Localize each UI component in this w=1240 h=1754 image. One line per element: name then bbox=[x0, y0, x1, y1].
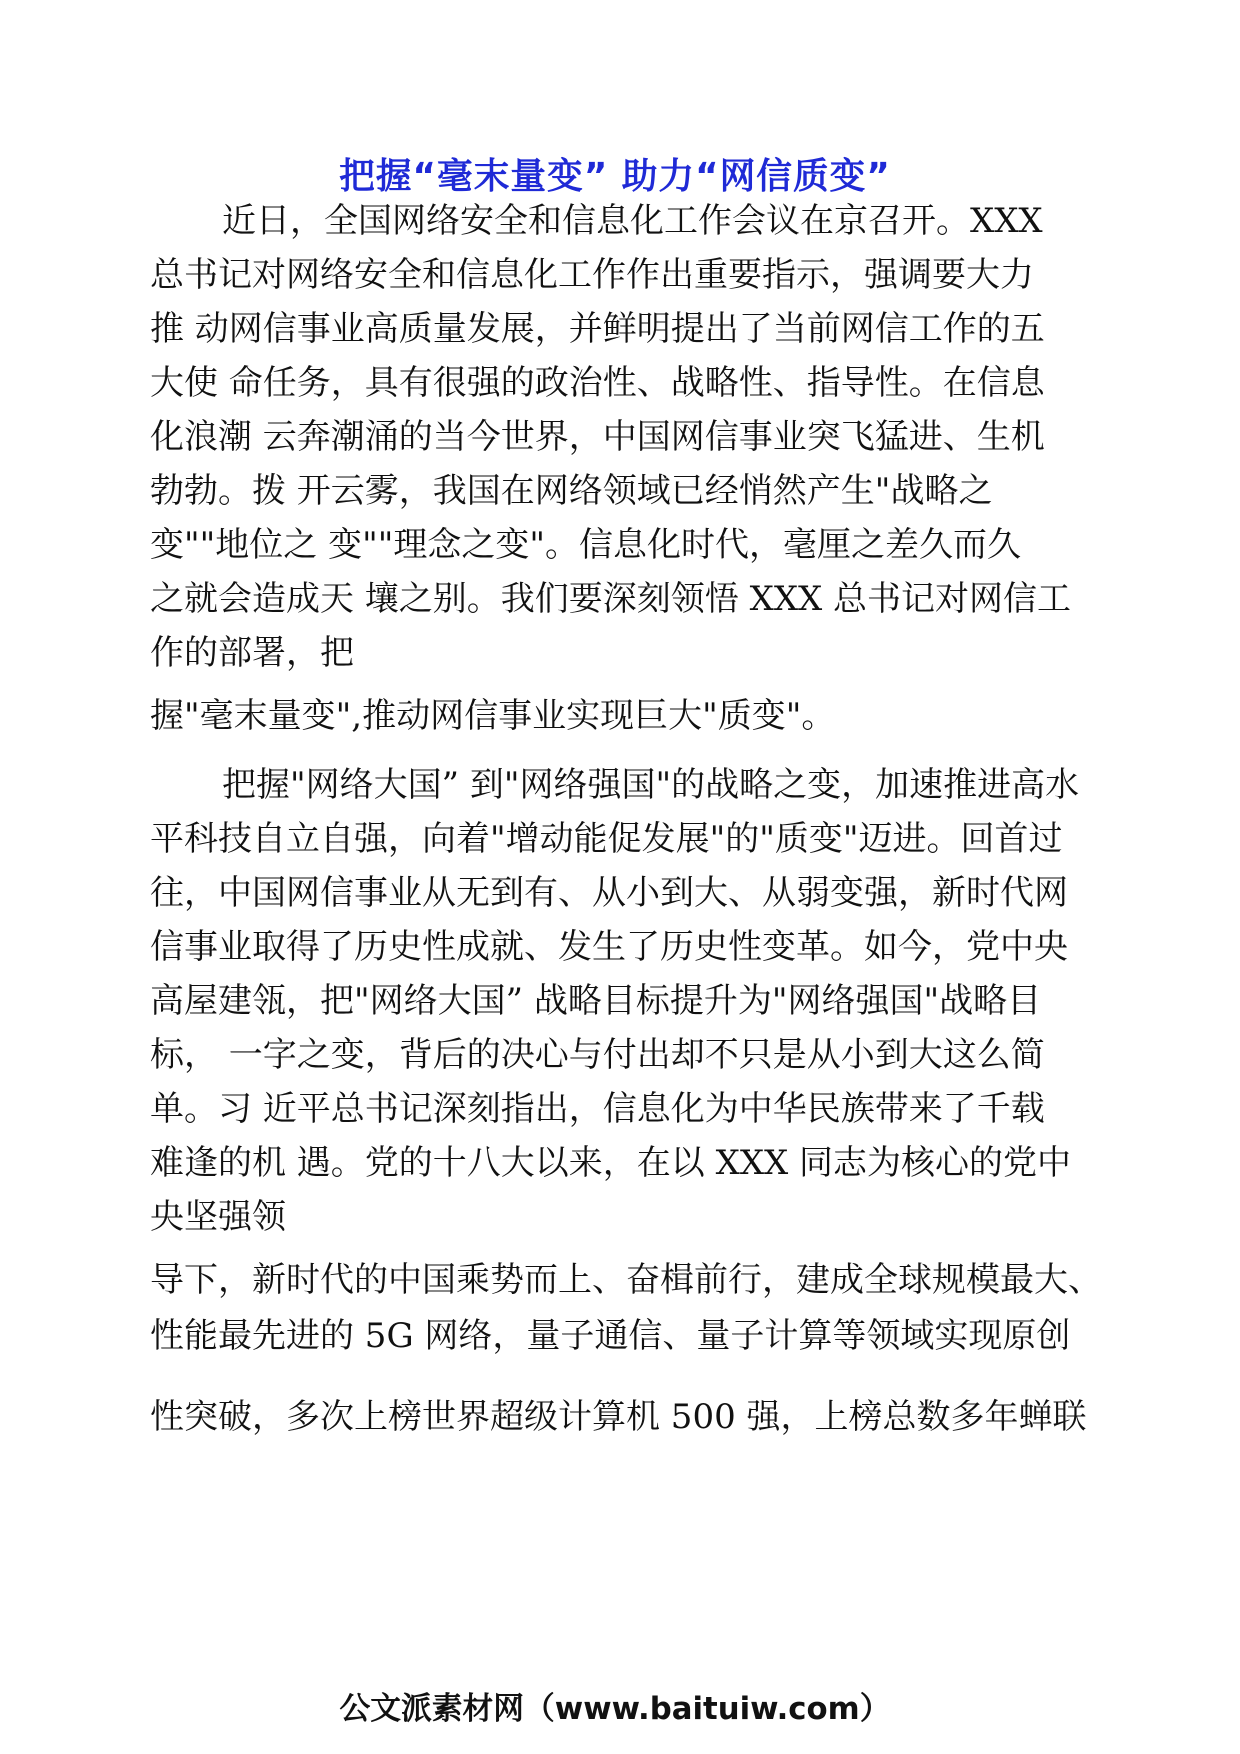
paragraph-line: 总书记对网络安全和信息化工作作出重要指示，强调要大力 bbox=[150, 255, 1034, 295]
paragraph-line: 信事业取得了历史性成就、发生了历史性变革。如今，党中央 bbox=[150, 927, 1068, 967]
paragraph-line: 难逢的机 遇。党的十八大以来，在以 XXX 同志为核心的党中 bbox=[150, 1143, 1072, 1183]
paragraph-line: 推 动网信事业高质量发展，并鲜明提出了当前网信工作的五 bbox=[150, 309, 1045, 349]
paragraph-line: 标， 一字之变，背后的决心与付出却不只是从小到大这么简 bbox=[150, 1035, 1045, 1075]
paragraph-line: 大使 命任务，具有很强的政治性、战略性、指导性。在信息 bbox=[150, 363, 1045, 403]
paragraph-line: 作的部署，把 bbox=[150, 633, 354, 673]
paragraph-line: 性能最先进的 5G 网络，量子通信、量子计算等领域实现原创 bbox=[150, 1316, 1071, 1356]
footer-source: 公文派素材网（www.baituiw.com） bbox=[339, 1691, 891, 1727]
paragraph-line: 央坚强领 bbox=[150, 1197, 286, 1237]
paragraph-line: 性突破，多次上榜世界超级计算机 500 强，上榜总数多年蝉联 bbox=[150, 1397, 1087, 1437]
paragraph-line: 勃勃。拨 开云雾，我国在网络领域已经悄然产生"战略之 bbox=[150, 471, 993, 511]
document-title: 把握“毫末量变” 助力“网信质变” bbox=[339, 156, 891, 197]
paragraph-line: 导下，新时代的中国乘势而上、奋楫前行，建成全球规模最大、 bbox=[150, 1260, 1102, 1300]
paragraph-line: 平科技自立自强，向着"增动能促发展"的"质变"迈进。回首过 bbox=[150, 819, 1063, 859]
paragraph-line: 把握"网络大国” 到"网络强国"的战略之变，加速推进高水 bbox=[222, 765, 1080, 805]
paragraph-line: 握"毫末量变",推动网信事业实现巨大"质变"。 bbox=[150, 696, 836, 736]
paragraph-line: 高屋建瓴，把"网络大国” 战略目标提升为"网络强国"战略目 bbox=[150, 981, 1042, 1021]
paragraph-line: 单。习 近平总书记深刻指出，信息化为中华民族带来了千载 bbox=[150, 1089, 1045, 1129]
paragraph-line: 之就会造成天 壤之别。我们要深刻领悟 XXX 总书记对网信工 bbox=[150, 579, 1072, 619]
paragraph-line: 化浪潮 云奔潮涌的当今世界，中国网信事业突飞猛进、生机 bbox=[150, 417, 1045, 457]
paragraph-line: 近日，全国网络安全和信息化工作会议在京召开。XXX bbox=[222, 201, 1043, 241]
paragraph-line: 变""地位之 变""理念之变"。信息化时代，毫厘之差久而久 bbox=[150, 525, 1021, 565]
paragraph-line: 往，中国网信事业从无到有、从小到大、从弱变强，新时代网 bbox=[150, 873, 1068, 913]
